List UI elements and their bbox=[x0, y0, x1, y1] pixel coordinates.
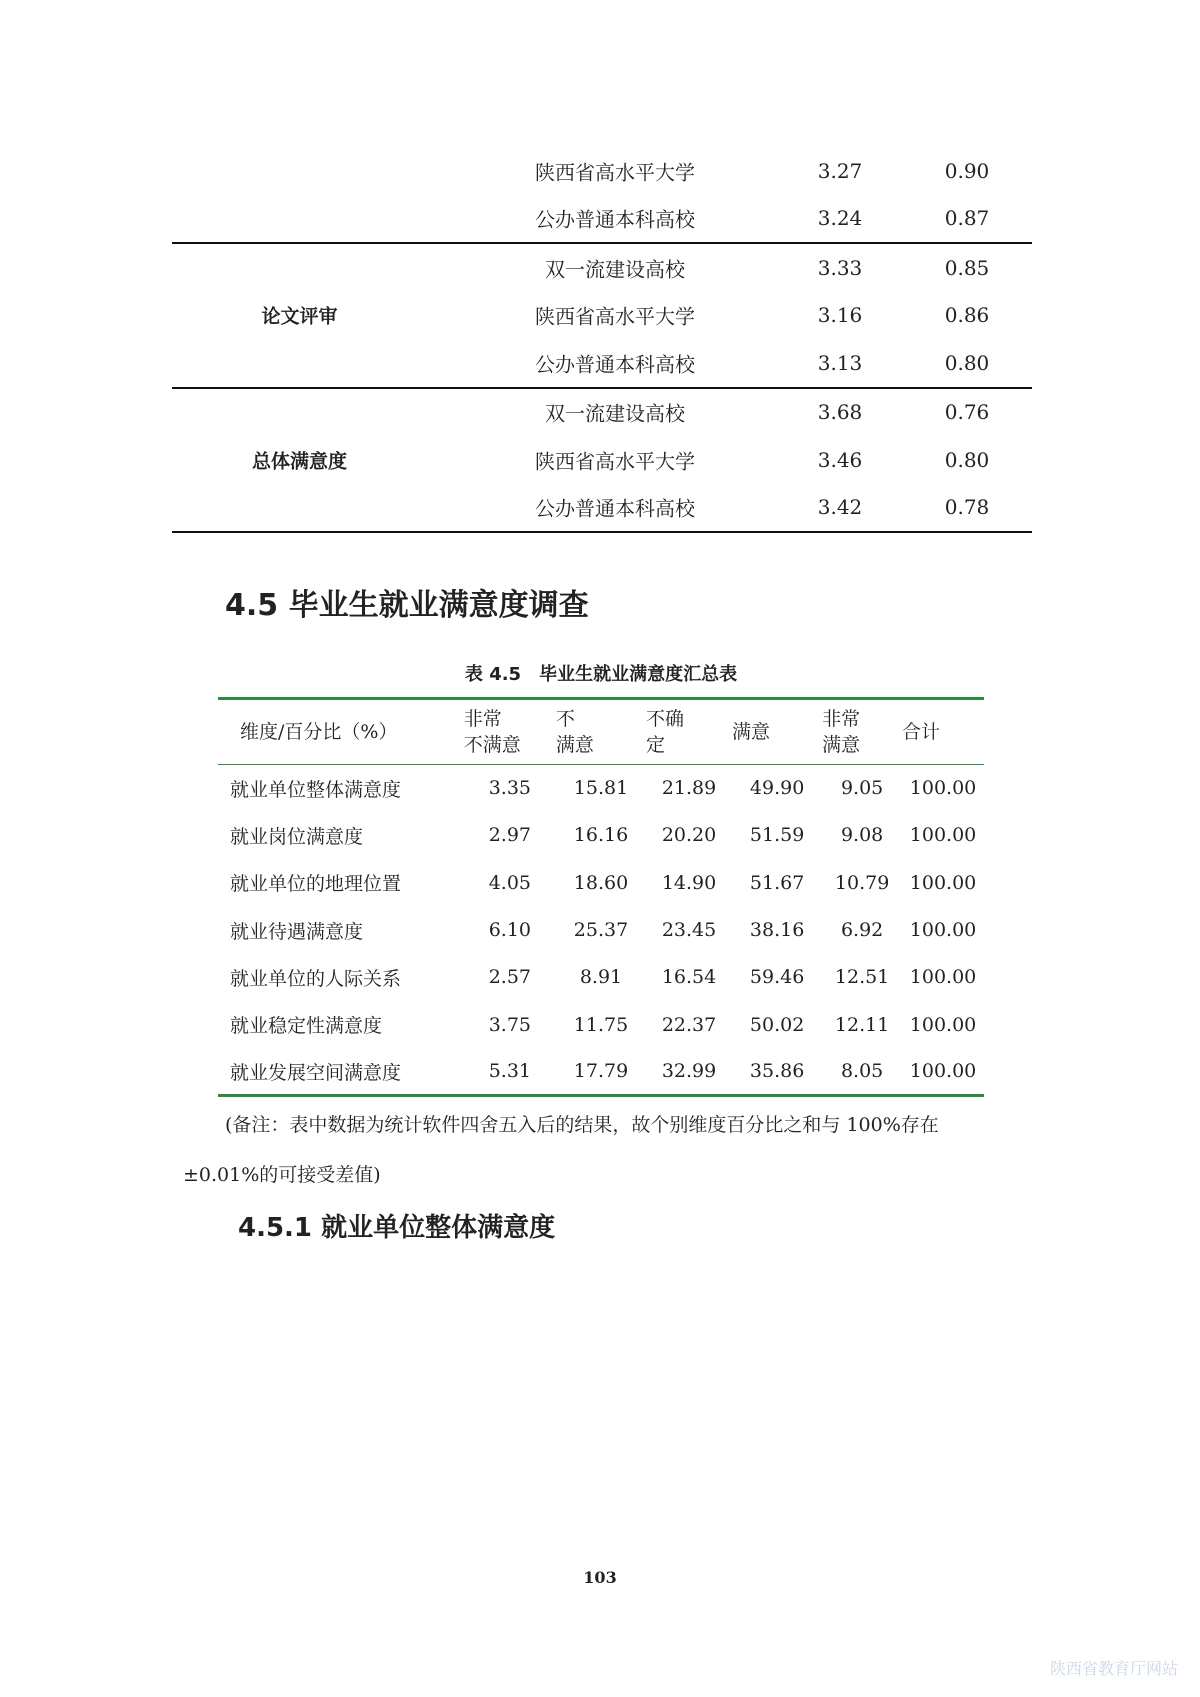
percent-cell: 8.91 bbox=[579, 966, 623, 989]
percent-cell: 100.00 bbox=[909, 871, 977, 894]
percent-cell: 6.92 bbox=[840, 919, 884, 942]
percent-cell: 9.08 bbox=[840, 824, 884, 847]
table-note-line1: (备注：表中数据为统计软件四舍五入后的结果，故个别维度百分比之和与 100%存在 bbox=[225, 1114, 939, 1136]
percent-cell: 35.86 bbox=[732, 1048, 822, 1095]
column-header bbox=[556, 699, 646, 765]
std-dev: 0.80 bbox=[944, 350, 990, 375]
std-dev: 0.86 bbox=[944, 303, 990, 328]
percent-cell: 8.05 bbox=[822, 1048, 902, 1095]
std-dev: 0.85 bbox=[944, 255, 990, 280]
table-bottom-rule bbox=[172, 531, 1032, 533]
mean-score: 3.46 bbox=[817, 447, 863, 472]
dimension-cell: 就业发展空间满意度 bbox=[218, 1048, 464, 1095]
group-label: 论文评审 bbox=[261, 305, 338, 328]
table-body bbox=[218, 765, 984, 1096]
percent-cell: 16.16 bbox=[573, 824, 629, 847]
percent-cell: 12.11 bbox=[834, 1013, 890, 1036]
score-row bbox=[172, 195, 1032, 243]
percent-cell: 3.35 bbox=[464, 765, 556, 812]
percent-cell: 10.79 bbox=[834, 871, 890, 894]
score-row bbox=[172, 244, 1032, 292]
percent-cell: 18.60 bbox=[573, 871, 629, 894]
percent-cell: 50.02 bbox=[749, 1013, 805, 1036]
table-row bbox=[218, 765, 984, 812]
percent-cell: 2.57 bbox=[488, 966, 531, 989]
percent-cell: 51.59 bbox=[749, 824, 805, 847]
percent-cell: 22.37 bbox=[661, 1013, 717, 1036]
percent-cell: 100.00 bbox=[902, 1048, 984, 1095]
percent-cell: 23.45 bbox=[661, 919, 717, 942]
column-header-line: 定 bbox=[646, 734, 666, 756]
percent-cell: 17.79 bbox=[556, 1048, 646, 1095]
percent-cell: 11.75 bbox=[573, 1013, 629, 1036]
column-header bbox=[822, 699, 902, 765]
mean-score: 3.33 bbox=[817, 255, 863, 280]
table-row bbox=[218, 859, 984, 906]
column-header bbox=[732, 699, 822, 765]
column-header-line: 非常 bbox=[822, 708, 861, 730]
score-group bbox=[172, 389, 1032, 532]
column-header-line: 维度/百分比（%） bbox=[240, 721, 398, 743]
percent-cell: 100.00 bbox=[909, 824, 977, 847]
table-note-line2: ±0.01%的可接受差值) bbox=[183, 1164, 381, 1186]
column-header bbox=[646, 699, 732, 765]
percent-cell: 5.31 bbox=[464, 1048, 556, 1095]
percent-cell: 38.16 bbox=[749, 919, 805, 942]
institution-type: 双一流建设高校 bbox=[545, 401, 685, 426]
continued-score-table bbox=[172, 147, 1032, 533]
table-row bbox=[218, 812, 984, 859]
mean-score: 3.68 bbox=[817, 400, 863, 425]
percent-cell: 20.20 bbox=[661, 824, 717, 847]
percent-cell: 12.51 bbox=[834, 966, 890, 989]
section-heading: 4.5 毕业生就业满意度调查 bbox=[225, 588, 589, 623]
percent-cell: 100.00 bbox=[909, 966, 977, 989]
table-row bbox=[218, 1048, 984, 1095]
mean-score: 3.42 bbox=[817, 495, 863, 520]
page-number: 103 bbox=[583, 1568, 617, 1587]
institution-type: 陕西省高水平大学 bbox=[535, 160, 695, 185]
column-header bbox=[218, 699, 464, 765]
column-header-line: 不 bbox=[555, 708, 575, 730]
subsection-heading: 4.5.1 就业单位整体满意度 bbox=[238, 1213, 556, 1243]
column-header-line: 不满意 bbox=[463, 734, 521, 756]
institution-type: 双一流建设高校 bbox=[545, 257, 685, 282]
std-dev: 0.76 bbox=[944, 400, 990, 425]
std-dev: 0.78 bbox=[944, 495, 990, 520]
score-row bbox=[172, 389, 1032, 437]
percent-cell: 3.75 bbox=[488, 1013, 531, 1036]
mean-score: 3.24 bbox=[817, 206, 863, 231]
score-group bbox=[172, 244, 1032, 387]
score-row bbox=[172, 147, 1032, 195]
score-group bbox=[172, 147, 1032, 242]
institution-type: 陕西省高水平大学 bbox=[535, 304, 695, 329]
institution-type: 陕西省高水平大学 bbox=[535, 449, 695, 474]
column-header-line: 不确 bbox=[646, 708, 685, 730]
table-row bbox=[218, 906, 984, 953]
percent-cell: 14.90 bbox=[661, 871, 717, 894]
percent-cell: 49.90 bbox=[732, 765, 822, 812]
percent-cell: 51.67 bbox=[749, 871, 805, 894]
column-header-line: 满意 bbox=[555, 734, 594, 756]
mean-score: 3.13 bbox=[817, 350, 863, 375]
percent-cell: 4.05 bbox=[488, 871, 531, 894]
percent-cell: 15.81 bbox=[556, 765, 646, 812]
std-dev: 0.80 bbox=[944, 447, 990, 472]
percent-cell: 100.00 bbox=[909, 919, 977, 942]
score-row bbox=[172, 484, 1032, 532]
std-dev: 0.87 bbox=[944, 206, 990, 231]
percent-cell: 9.05 bbox=[822, 765, 902, 812]
score-row bbox=[172, 339, 1032, 387]
column-header-line: 满意 bbox=[732, 721, 771, 743]
institution-type: 公办普通本科高校 bbox=[535, 352, 695, 377]
percent-cell: 2.97 bbox=[488, 824, 531, 847]
percent-cell: 21.89 bbox=[646, 765, 732, 812]
mean-score: 3.27 bbox=[817, 158, 863, 183]
table-row bbox=[218, 1001, 984, 1048]
employment-satisfaction-table bbox=[218, 697, 984, 1097]
percent-cell: 59.46 bbox=[749, 966, 805, 989]
dimension-cell: 就业稳定性满意度 bbox=[230, 1015, 383, 1038]
column-header bbox=[902, 699, 984, 765]
dimension-cell: 就业岗位满意度 bbox=[230, 825, 364, 848]
group-label: 总体满意度 bbox=[251, 450, 347, 473]
column-header-line: 满意 bbox=[822, 734, 861, 756]
table-row bbox=[218, 954, 984, 1001]
institution-type: 公办普通本科高校 bbox=[535, 207, 695, 232]
mean-score: 3.16 bbox=[817, 303, 863, 328]
dimension-cell: 就业单位的地理位置 bbox=[230, 873, 402, 896]
dimension-cell: 就业单位整体满意度 bbox=[218, 765, 464, 812]
institution-type: 公办普通本科高校 bbox=[535, 496, 695, 521]
column-header-line: 非常 bbox=[463, 708, 502, 730]
watermark: 陕西省教育厅网站 bbox=[1049, 1659, 1178, 1678]
percent-cell: 6.10 bbox=[488, 919, 531, 942]
dimension-cell: 就业待遇满意度 bbox=[230, 920, 364, 943]
percent-cell: 25.37 bbox=[573, 919, 629, 942]
table-caption: 表 4.5 毕业生就业满意度汇总表 bbox=[464, 664, 738, 685]
std-dev: 0.90 bbox=[944, 158, 990, 183]
column-header bbox=[464, 699, 556, 765]
percent-cell: 16.54 bbox=[661, 966, 717, 989]
percent-cell: 32.99 bbox=[646, 1048, 732, 1095]
percent-cell: 100.00 bbox=[909, 1013, 977, 1036]
column-header-line: 合计 bbox=[902, 721, 941, 743]
percent-cell: 100.00 bbox=[902, 765, 984, 812]
dimension-cell: 就业单位的人际关系 bbox=[230, 967, 402, 990]
table-header-row bbox=[218, 699, 984, 765]
